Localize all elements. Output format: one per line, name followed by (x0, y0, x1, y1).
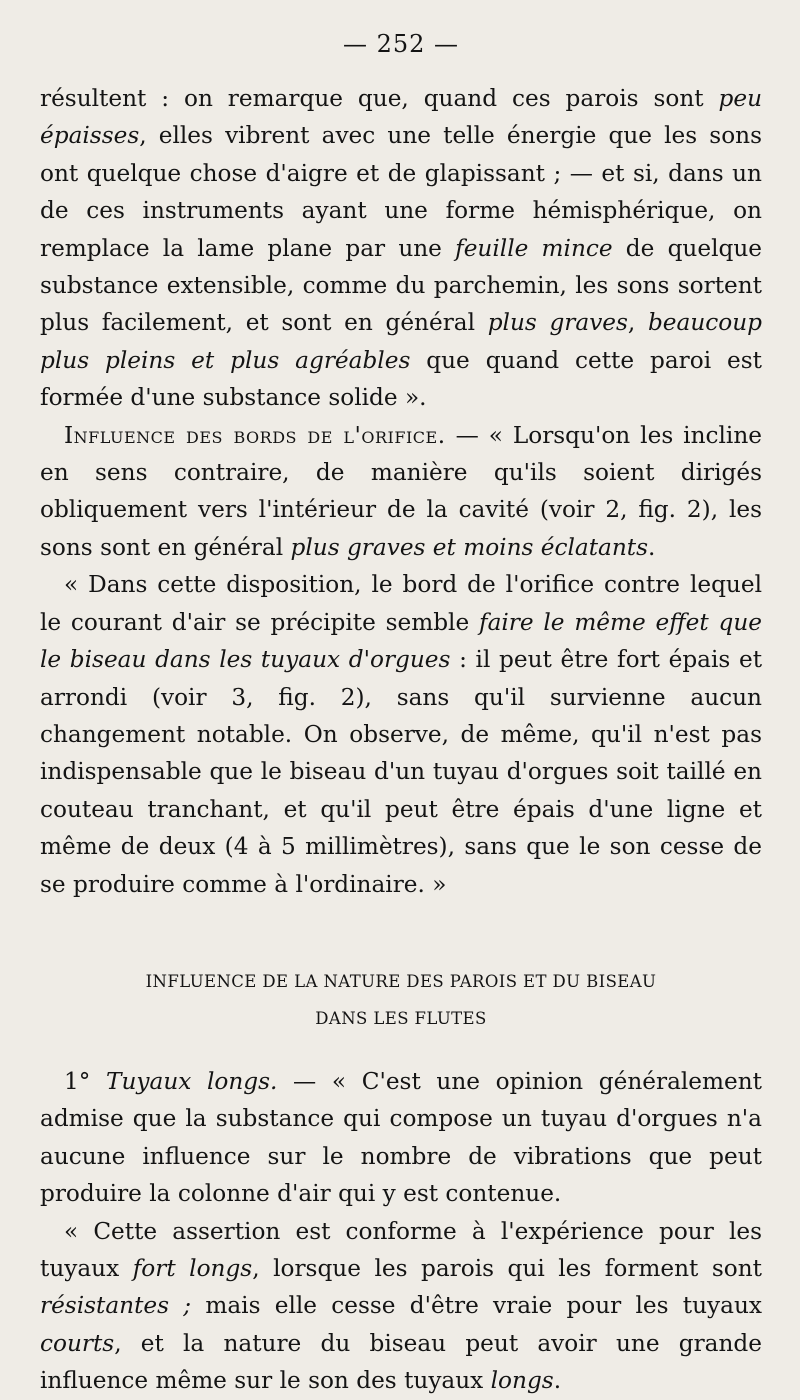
paragraph-disposition-biseau (40, 566, 762, 903)
text-run: — « Lorsqu'on les incline en sens contraire, de manière qu'ils soient dirigés obliquement vers l'intérieur de la cavité (voir 2, fig. 2), les sons sont en général (40, 421, 763, 561)
italic-run: courts (40, 1329, 115, 1357)
italic-run: résistantes ; (40, 1292, 192, 1320)
text-run: . (553, 1367, 562, 1395)
paragraph-parois-minces (40, 80, 762, 417)
page-number: — 252 — (342, 30, 460, 58)
italic-run: fort longs (132, 1254, 253, 1282)
italic-run: plus graves et moins éclatants (290, 533, 649, 561)
italic-run: beaucoup plus pleins et plus agréables (40, 309, 762, 374)
italic-run: feuille mince (455, 234, 613, 262)
paragraph-tuyaux-longs (40, 1063, 762, 1213)
text-run: — « C'est une opinion généralement admise que la substance qui compose un tuyau d'orgues n'a aucune influence sur le nombre de vibrations que peut produire la colonne d'air qui y est contenue. (40, 1067, 762, 1208)
text-run: de quelque substance extensible, comme du parchemin, les sons sortent plus facilement, et sont en général (40, 234, 762, 337)
text-run: « Cette assertion est conforme à l'expérience pour les tuyaux (40, 1217, 762, 1282)
paragraph-assertion (40, 1213, 762, 1400)
text-run: : il peut être fort épais et arrondi (voir 3, fig. 2), sans qu'il survienne aucun changement notable. On observe, de même, qu'il n'est pas indispensable que le biseau d'un tuyau d'orgues soit taillé en couteau tranchant, et qu'il peut être épais d'une ligne et même de deux (4 à 5 millimètres), sans que le son cesse de se produire comme à l'ordinaire. » (40, 646, 763, 898)
section-heading (40, 963, 762, 1037)
text-run: . (648, 533, 656, 561)
text-run: mais elle cesse d'être vraie pour les tuyaux (191, 1292, 762, 1320)
text-run: , lorsque les parois qui les forment sont (252, 1254, 762, 1282)
text-run: que quand cette paroi est formée d'une substance solide ». (40, 346, 762, 412)
text-run: résultent : on remarque que, quand ces parois sont (40, 85, 719, 112)
text-run: « Dans cette disposition, le bord de l'orifice contre lequel le courant d'air se précipite semble (40, 571, 762, 636)
italic-run: peu épaisses (40, 85, 762, 150)
paragraph-bords-orifice (40, 417, 762, 567)
italic-run: Tuyaux longs. (106, 1067, 278, 1095)
italic-run: plus graves (487, 309, 628, 337)
italic-run: faire le même effet que le biseau dans les tuyaux d'orgues (40, 608, 762, 674)
run-in-heading: Influence des bords de l'orifice. (64, 421, 446, 449)
text-run: , et la nature du biseau peut avoir une grande influence même sur le son des tuyaux (40, 1329, 762, 1395)
italic-run: longs (490, 1367, 554, 1395)
text-run: , (627, 309, 648, 337)
section-heading-line: INFLUENCE DE LA NATURE DES PAROIS ET DU BISEAU (145, 971, 657, 991)
text-run: , elles vibrent avec une telle énergie que les sons ont quelque chose d'aigre et de glapissant ; — et si, dans un de ces instruments ayant une forme hémisphérique, on remplace la lame plane par une (40, 122, 762, 262)
section-heading-line: DANS LES FLUTES (315, 1008, 487, 1028)
text-run: 1° (64, 1067, 106, 1095)
